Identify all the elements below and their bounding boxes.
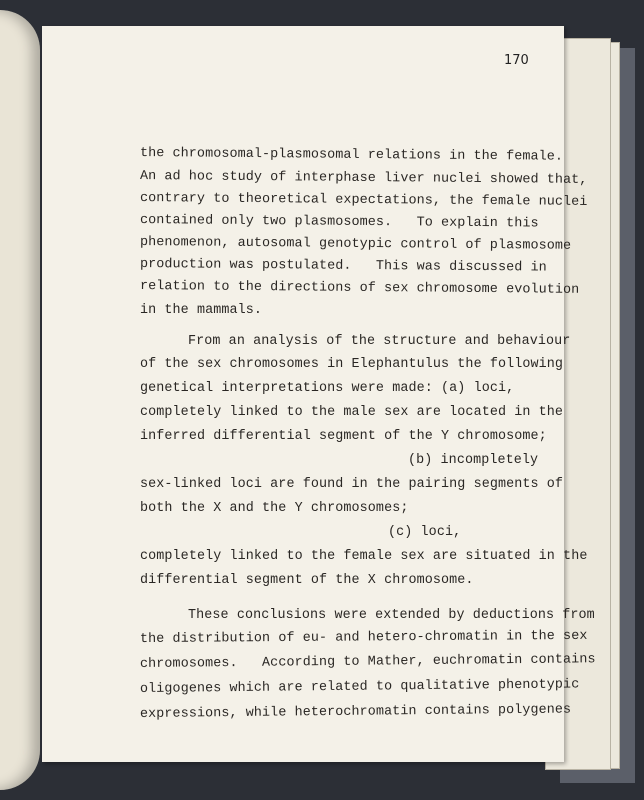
text-line: the distribution of eu- and hetero-chromatin in the sex — [139, 628, 588, 647]
text-line: oligogenes which are related to qualitative phenotypic — [139, 677, 580, 697]
text-line: completely linked to the male sex are located in the — [140, 405, 564, 420]
text-line: These conclusions were extended by deductions from — [188, 608, 595, 623]
text-line: (b) incompletely — [408, 453, 539, 468]
facing-page-edge — [0, 10, 40, 790]
text-line: completely linked to the female sex are situated in the — [140, 549, 588, 564]
text-line: phenomenon, autosomal genotypic control of plasmosome — [139, 235, 572, 254]
text-line: inferred differential segment of the Y chromosome; — [140, 429, 547, 444]
text-line: (c) loci, — [388, 525, 462, 540]
text-line: in the mammals. — [140, 303, 263, 318]
text-line: of the sex chromosomes in Elephantulus the following — [140, 357, 564, 372]
text-line: the chromosomal-plasmosomal relations in the female. — [139, 146, 564, 165]
text-line: genetical interpretations were made: (a) loci, — [140, 381, 515, 396]
text-line: expressions, while heterochromatin contains polygenes — [139, 702, 572, 722]
page-number: 170 — [504, 53, 529, 68]
text-line: chromosomes. According to Mather, euchromatin contains — [139, 652, 596, 672]
text-line: both the X and the Y chromosomes; — [140, 501, 409, 516]
text-line: production was postulated. This was discussed in — [139, 257, 547, 276]
document-page — [42, 26, 596, 762]
text-line: From an analysis of the structure and behaviour — [188, 334, 571, 349]
text-line: contained only two plasmosomes. To explain this — [139, 213, 539, 232]
text-line: differential segment of the X chromosome. — [140, 573, 474, 588]
text-line: contrary to theoretical expectations, the female nuclei — [139, 191, 588, 210]
text-line: An ad hoc study of interphase liver nuclei showed that, — [139, 169, 588, 188]
text-line: relation to the directions of sex chromosome evolution — [139, 279, 580, 298]
text-line: sex-linked loci are found in the pairing segments of — [140, 477, 564, 492]
